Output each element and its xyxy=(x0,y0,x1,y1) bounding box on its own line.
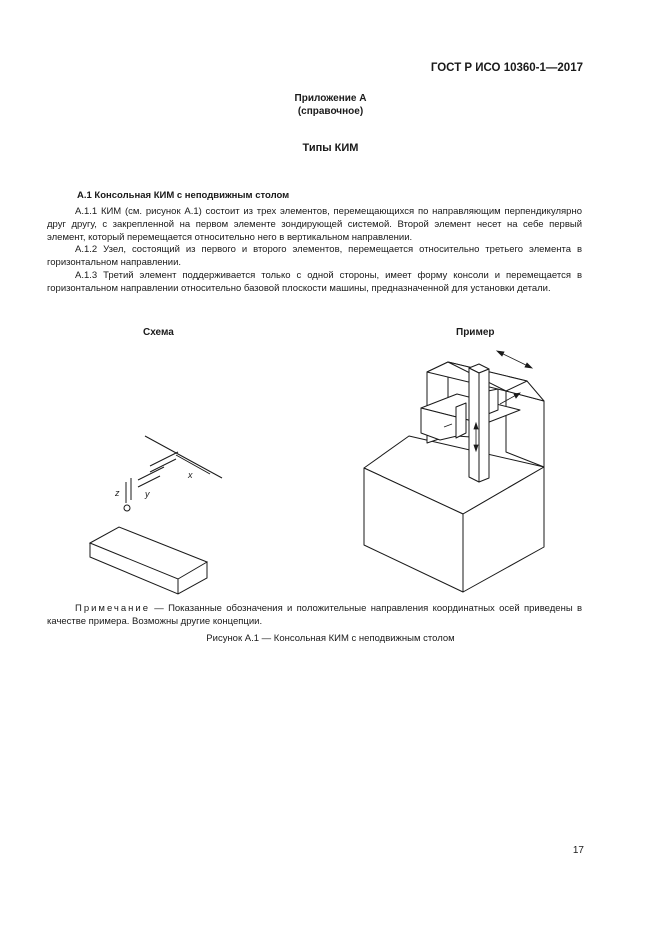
paragraph-a12 xyxy=(47,244,582,270)
note-text: — Показанные обозначения и положительные направления координатных осей приведены в качестве примера. Возможны другие концепции. xyxy=(47,603,582,627)
axis-y-label: y xyxy=(145,489,150,499)
ram-top xyxy=(469,364,489,373)
arrow-y-head xyxy=(514,393,520,398)
carriage-line xyxy=(150,459,176,472)
ram-left xyxy=(469,368,479,482)
arrow-small xyxy=(444,424,452,427)
table-top xyxy=(90,527,207,579)
arrow-y xyxy=(500,394,518,404)
rail-line xyxy=(145,436,222,478)
example-label: Пример xyxy=(456,327,495,338)
figure-note xyxy=(47,603,582,629)
arm-line xyxy=(138,476,160,487)
page-number: 17 xyxy=(572,845,584,856)
carriage-front xyxy=(456,403,466,438)
base-front xyxy=(364,468,463,592)
console-cap xyxy=(506,381,544,401)
arm-line xyxy=(138,467,164,480)
scheme-label: Схема xyxy=(143,327,174,338)
annex-heading xyxy=(0,92,661,118)
axis-z-label: z xyxy=(115,488,120,498)
arrow-z-head-up xyxy=(474,423,478,429)
arrow-x-head-right xyxy=(525,363,532,368)
paragraph-a11-text: А.1.1 КИМ (см. рисунок А.1) состоит из трех элементов, перемещающихся по направляющим перпендикулярно друг другу, с закрепленной на первом элементе зондирующей системой. Второй элемент несет на себе первый элемент, который перемещается относительно него в вертикальном направлении. xyxy=(47,206,582,243)
base-top xyxy=(364,436,544,514)
section-heading: А.1 Консольная КИМ с неподвижным столом xyxy=(77,190,290,201)
arrow-x xyxy=(499,352,530,367)
arm-top xyxy=(421,394,520,424)
carriage-back xyxy=(488,389,498,414)
arrow-x-head-left xyxy=(497,351,504,356)
table-sides xyxy=(90,543,207,594)
arm-front xyxy=(421,408,484,440)
column-face xyxy=(427,362,448,443)
paragraph-a13-text: А.1.3 Третий элемент поддерживается только с одной стороны, имеет форму консоли и перемещается в горизонтальном направлении относительно базовой плоскости машины, предназначенной для установки детали. xyxy=(47,270,582,294)
annex-title: Приложение А xyxy=(294,93,367,104)
beam-top xyxy=(427,362,527,391)
page-title: Типы КИМ xyxy=(302,142,359,154)
arrow-z-head-down xyxy=(474,445,478,451)
paragraph-a12-text: А.1.2 Узел, состоящий из первого и второго элементов, перемещается относительно третьего элемента в горизонтальном направлении. xyxy=(47,244,582,268)
beam-side xyxy=(448,362,527,438)
axis-x-label: x xyxy=(188,470,193,480)
ram-right xyxy=(479,369,489,482)
rail-line-inner xyxy=(176,455,210,474)
console-side xyxy=(506,391,544,467)
annex-subtitle: (справочное) xyxy=(297,106,364,117)
probe-tip xyxy=(124,505,130,511)
paragraph-a11 xyxy=(47,206,582,244)
standard-code: ГОСТ Р ИСО 10360-1—2017 xyxy=(430,62,583,74)
carriage-line xyxy=(150,452,178,466)
base-right xyxy=(463,467,544,592)
paragraph-a13 xyxy=(47,270,582,296)
note-label: Примечание xyxy=(75,603,150,614)
figure-caption: Рисунок А.1 — Консольная КИМ с неподвижным столом xyxy=(206,633,455,644)
